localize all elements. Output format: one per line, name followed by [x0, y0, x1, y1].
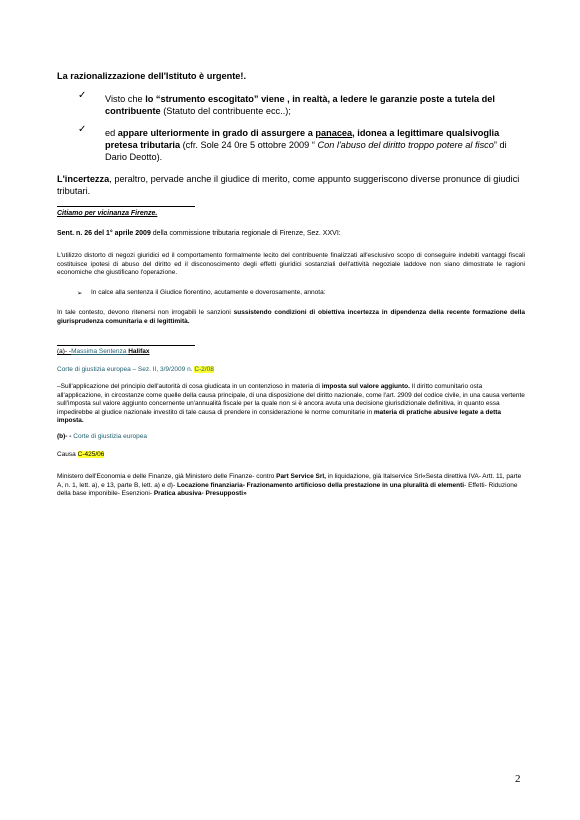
tale-contesto-paragraph: [57, 309, 525, 326]
ministero-lead: Ministero dell'Economia e delle Finanze, già Ministero delle Finanze- contro: [57, 473, 277, 480]
check-icon: ✓: [78, 124, 87, 135]
in-calce-text: In calce alla sentenza il Giudice fiorentino, acutamente e doverosamente, annota:: [91, 289, 326, 296]
bullet2-lead: ed: [105, 128, 118, 138]
causa-label: Causa: [57, 451, 78, 458]
bullet2-cfr: (cfr. Sole 24 0re 5 ottobre 2009 “: [180, 140, 318, 150]
massima-halifax-name: Halifax: [128, 348, 150, 355]
ministero-body2: - Effetti- Riduzione della base imponibile- Esenzioni-: [57, 481, 518, 497]
tale-contesto-bold: sussistendo condizioni di obiettiva incertezza in dipendenza della recente formazione della giurisprudenza comunitaria e di legittimità.: [57, 309, 525, 325]
corte-para-lead: –Sull'applicazione del principio dell'autorità di cosa giudicata in un contenzioso in materia di: [57, 383, 322, 390]
bullet2-panacea: panacea: [315, 128, 353, 138]
bullet1-tail: (Statuto del contribuente ecc..);: [160, 106, 291, 116]
heading-text: La razionalizzazione dell'Istituto è urgente!.: [57, 71, 247, 81]
arrow-bullet-icon: ➢: [77, 290, 83, 297]
massima-halifax: [57, 348, 150, 357]
corte-para-iva: imposta sul valore aggiunto.: [321, 383, 410, 390]
incertezza-text: , peraltro, pervade anche il giudice di merito, come appunto suggeriscono diverse pronunce di giudici tributari.: [57, 174, 520, 196]
corte-paragraph: [57, 383, 527, 426]
page-number-text: 2: [515, 773, 521, 785]
b-corte-giustizia: [57, 433, 147, 442]
utilizzo-paragraph: [57, 252, 525, 278]
corte-text: Corte di giustizia europea – Sez. II, 3/9/2009 n.: [57, 366, 195, 373]
bullet2-bold2: , idonea a legittimare qualsivoglia pretesa tributaria: [105, 128, 500, 150]
bullet1-lead: Visto che: [105, 94, 146, 104]
ministero-body: in liquidazione, già Italservice Srl«Sesta direttiva IVA- Artt. 11, parte A, n. 1, lett. a), e 13, parte B, lett. a) e d)-: [57, 473, 522, 489]
ministero-party: Part Service Srl,: [276, 473, 326, 480]
bullet1-bold: lo “strumento escogitato” viene , in realtà, a ledere le garanzie poste a tutela del contribuente: [105, 94, 495, 116]
corte-giustizia-reference: [57, 366, 214, 375]
corte-case-number: C-2/08: [194, 366, 214, 373]
divider: [57, 345, 195, 346]
sent-text: della commissione tributaria regionale di Firenze, Sez. XXVI:: [150, 230, 341, 237]
b-corte-label: Corte di giustizia europea: [73, 433, 147, 440]
incertezza-bold: L'incertezza: [57, 174, 110, 184]
heading: [57, 70, 527, 82]
causa-number: C-425/06: [77, 451, 105, 458]
ministero-bold1: Locazione finanziaria- Frazionamento artificioso della prestazione in una pluralità di elementi: [176, 481, 465, 489]
divider: [57, 206, 195, 207]
page-number: [515, 773, 521, 785]
utilizzo-text: L'utilizzo distorto di negozi giuridici ed il comportamento formalmente lecito del contribuente finalizzati all'esclusivo scopo di conseguire indebiti vantaggi fiscali costituisce ipotesi di abuso del diritto ed il disconoscimento degli effetti giuridici sostanziali dell'attività negoziale laddove non siano dimostrate le ragioni economiche che giustificano l'operazione.: [57, 252, 525, 276]
bullet2-title: Con l'abuso del diritto troppo potere al fisco: [317, 140, 494, 150]
citiamo-heading: [57, 209, 157, 218]
ministero-paragraph: [57, 473, 527, 499]
corte-para-body: Il diritto comunitario osta all'applicazione, in circostanze come quelle della causa principale, di una disposizione del diritto nazionale, come l'art. 2909 del codice civile, in una causa vertente sull'imposta sul valore aggiunto concernente un'annualità fiscale per la quale non si è ancora avuta una decisione giurisdizionale definitiva, in quanto essa impedirebbe al giudice nazionale investito di tale causa di prendere in considerazione le norme comunitarie in: [57, 383, 525, 416]
check-icon: ✓: [78, 90, 87, 101]
causa-reference: [57, 451, 104, 460]
bullet2-author: ” di Dario Deotto).: [105, 140, 507, 162]
tale-contesto-text: In tale contesto, devono ritenersi non irrogabili le sanzioni: [57, 309, 234, 316]
b-corte-prefix: (b)- -: [57, 433, 74, 440]
bullet-appare: [105, 127, 528, 163]
corte-para-bold-end: materia di pratiche abusive legate a detta imposta.: [57, 408, 502, 424]
sentence-reference: [57, 229, 527, 238]
sent-bold: Sent. n. 26 del 1° aprile 2009: [57, 230, 151, 237]
bullet2-bold: appare ulteriormente in grado di assurgere a: [117, 128, 316, 138]
massima-label: Massima Sentenza: [71, 348, 129, 355]
incertezza-paragraph: [57, 173, 527, 197]
ministero-bold2: Pratica abusiva- Presupposti»: [153, 490, 247, 497]
bullet-visto: [105, 93, 523, 117]
massima-prefix: (a)- -: [57, 348, 72, 355]
citiamo-text: Citiamo per vicinanza Firenze.: [57, 210, 158, 217]
in-calce: [91, 289, 521, 298]
